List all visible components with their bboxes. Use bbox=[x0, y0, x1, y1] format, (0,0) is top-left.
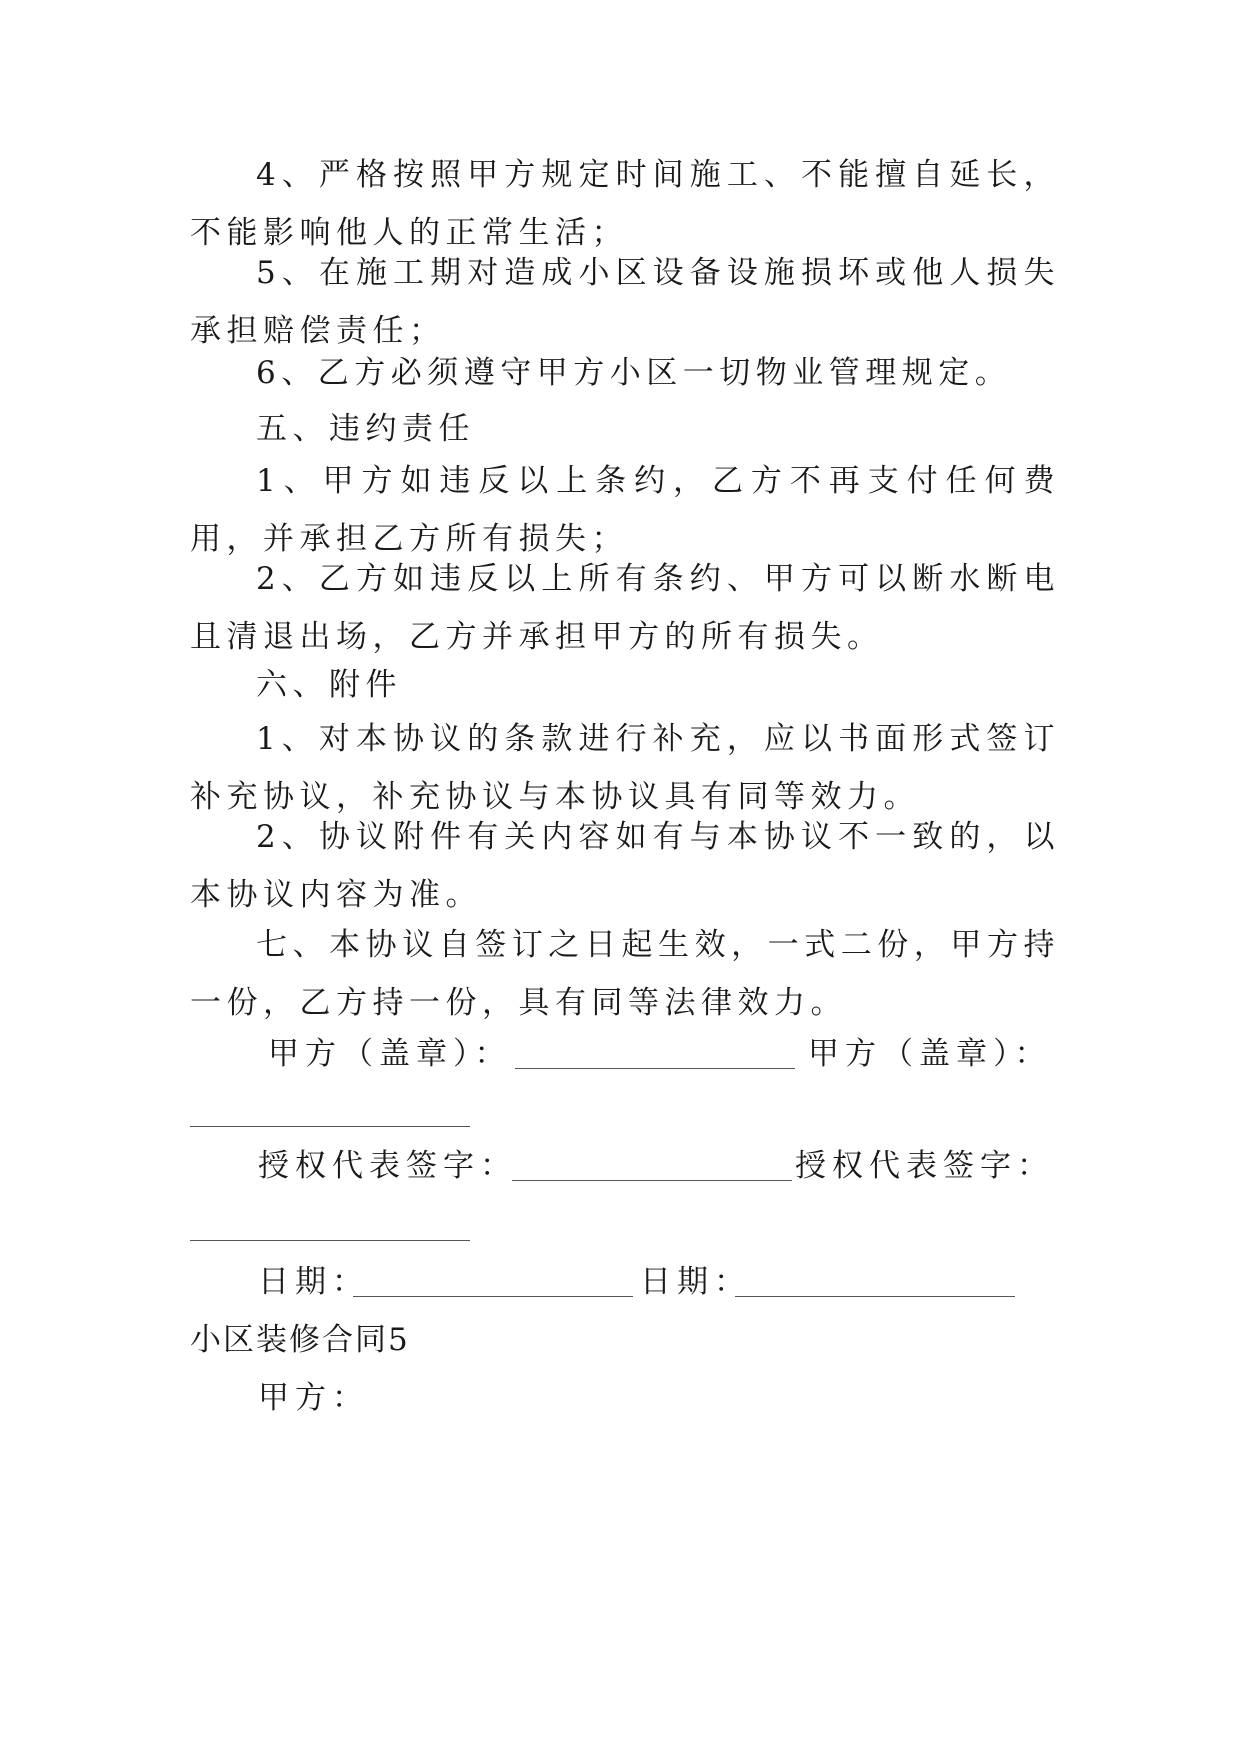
date-blank-right bbox=[735, 1296, 1015, 1297]
section-5-clause-1: 1、甲方如违反以上条约，乙方不再支付任何费用，并承担乙方所有损失； bbox=[190, 463, 1060, 557]
date-label-left: 日期： bbox=[258, 1264, 369, 1300]
section-7: 七、本协议自签订之日起生效，一式二份，甲方持一份，乙方持一份，具有同等法律效力。 bbox=[190, 927, 1060, 1021]
rep-sign-label-left: 授权代表签字： bbox=[258, 1148, 517, 1184]
section-5-clause-2: 2、乙方如违反以上所有条约、甲方可以断水断电且清退出场，乙方并承担甲方的所有损失。 bbox=[190, 561, 1060, 655]
clause-6: 6、乙方必须遵守甲方小区一切物业管理规定。 bbox=[256, 355, 1012, 391]
clause-5: 5、在施工期对造成小区设备设施损坏或他人损失承担赔偿责任； bbox=[190, 255, 1060, 349]
section-6-clause-2: 2、协议附件有关内容如有与本协议不一致的，以本协议内容为准。 bbox=[190, 819, 1060, 913]
party-a-seal-blank-right bbox=[190, 1126, 470, 1127]
section-6-title: 六、附件 bbox=[256, 667, 402, 703]
section-5-title: 五、违约责任 bbox=[256, 411, 475, 447]
party-a-seal-label-left: 甲方（盖章）： bbox=[268, 1036, 512, 1072]
party-a-seal-label-right: 甲方（盖章）： bbox=[808, 1036, 1052, 1072]
date-blank-left bbox=[353, 1296, 633, 1297]
clause-4: 4、严格按照甲方规定时间施工、不能擅自延长，不能影响他人的正常生活； bbox=[190, 157, 1060, 251]
rep-sign-label-right: 授权代表签字： bbox=[795, 1148, 1054, 1184]
rep-sign-blank-left bbox=[512, 1180, 792, 1181]
party-a-seal-blank-left bbox=[515, 1068, 795, 1069]
date-label-right: 日期： bbox=[640, 1264, 751, 1300]
section-6-clause-1: 1、对本协议的条款进行补充，应以书面形式签订补充协议，补充协议与本协议具有同等效力。 bbox=[190, 721, 1060, 815]
rep-sign-blank-right bbox=[190, 1240, 470, 1241]
next-contract-party-a: 甲方： bbox=[258, 1380, 369, 1416]
next-contract-title: 小区装修合同5 bbox=[190, 1322, 410, 1358]
